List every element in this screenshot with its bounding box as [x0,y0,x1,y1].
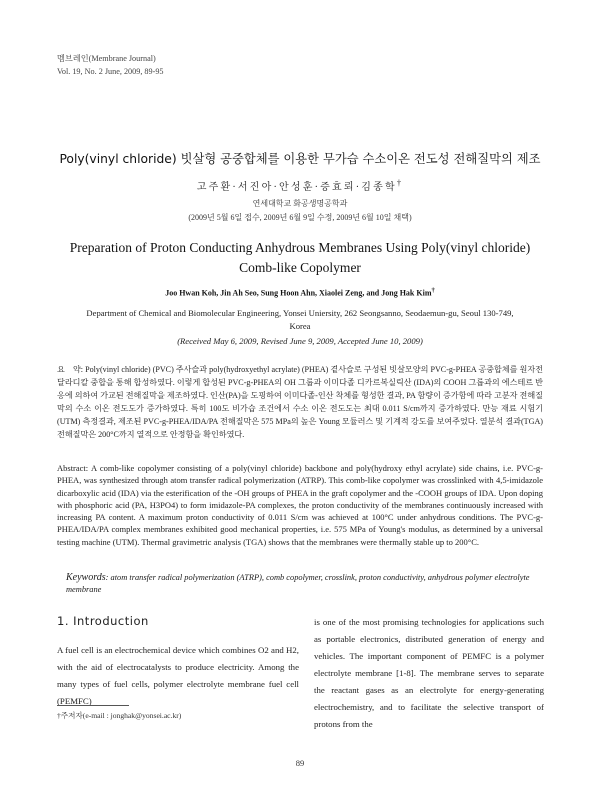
english-title-line2: Comb-like Copolymer [239,260,361,275]
english-abstract-text: A comb-like copolymer consisting of a poly(vinyl chloride) backbone and poly(hydroxy ethyl acrylate) side chains, i.e. PVC-g-PHEA, was synthesized through atom transfer radical polymerization (ATRP). This comb-like copolymer was crosslinked with 4,5-imidazole dicarboxylic acid (IDA) via the esterification of the -OH groups of PHEA in the graft copolymer and the -COOH groups of IDA. Upon doping with phosphoric acid (PA, H3PO4) to form imidazole-PA complexes, the proton conductivity of the membranes continuously increased with increasing PA content. A maximum proton conductivity of 0.011 S/cm was achieved at 100°C under anhydrous conditions. The PVC-g-PHEA/IDA/PA complex membranes exhibited good mechanical properties, i.e. 575 MPa of Young's modulus, as determined by a universal testing machine (UTM). Thermal gravimetric analysis (TGA) shows that the membranes were thermally stable up to 200°C. [57,463,543,547]
korean-abstract-label: 요 약: [57,365,84,374]
journal-header [57,52,164,78]
korean-author-names: 고주환·서진아·안성훈·증효뢰·김종학 [196,182,397,193]
page-number: 89 [295,758,305,768]
footnote: †주저자(e-mail : jonghak@yonsei.ac.kr) [57,711,182,720]
english-author-names: Joo Hwan Koh, Jin Ah Seo, Sung Hoon Ahn, Xiaolei Zeng, and Jong Hak Kim [165,288,432,298]
english-affiliation-line2: Korea [289,321,311,331]
keywords-label: Keywords [66,572,106,583]
english-title-line1: Preparation of Proton Conducting Anhydrous Membranes Using Poly(vinyl chloride) [69,240,531,255]
korean-abstract-text: Poly(vinyl chloride) (PVC) 주사슬과 poly(hydroxyethyl acrylate) (PHEA) 곁사슬로 구성된 빗살모양의 PVC-g-PHEA 공중합체를 원자전달라디칼 중합을 통해 합성하였다. 이렇게 합성된 PVC-g-PHEA의 OH 그룹과 이미다졸 디카르복실릭산 (IDA)의 COOH 그룹과의 에스테르 반응에 의하여 가교된 전해질막을 제조하였다. 인산(PA)을 도핑하여 이미다졸-인산 착체를 형성한 결과, PA 함량이 증가함에 따라 고분자 전해질막의 수소 이온 전도도가 증가하였다. 특히 100도 비가습 조건에서 수소 이온 전도도는 최대 0.011 S/cm까지 증가하였다. 만능 재료 시험기(UTM) 측정결과, 제조된 PVC-g-PHEA/IDA/PA 전해질막은 575 MPa의 높은 Young 모듈러스 및 기계적 강도를 보여주었다. 열분석 결과(TGA) 전해질막은 200°C까지 열적으로 안정함을 확인하였다. [57,365,543,439]
journal-name: 멤브레인(Membrane Journal) [57,54,156,63]
english-affiliation-line1: Department of Chemical and Biomolecular Engineering, Yonsei Uniersity, 262 Seongsanno, Seodaemun-gu, Seoul 130-749, [86,308,514,318]
section-heading: 1. Introduction [57,614,149,628]
intro-right-column: is one of the most promising technologies for applications such as portable electronics, distributed generation of energy and vehicles. The important component of PEMFC is a polymer electrolyte membrane [1-8]. The membrane serves to separate the reactant gases as an electrolyte for energy-generating electrochemistry, and to facilitate the selective transport of protons from the [314,617,544,729]
english-dates: (Received May 6, 2009, Revised June 9, 2009, Accepted June 10, 2009) [177,336,423,346]
korean-authors [40,178,560,193]
english-abstract [57,462,543,548]
footnote-divider [57,705,129,706]
intro-left-column: A fuel cell is an electrochemical device which combines O2 and H2, with the aid of electrocatalysts to produce electricity. Among the many types of fuel cells, polymer electrolyte membrane fuel cell (PEMFC) [57,645,299,706]
english-title [40,238,560,278]
keywords [66,572,544,596]
english-affiliation [40,307,560,333]
keywords-text: : atom transfer radical polymerization (ATRP), comb copolymer, crosslink, proton conductivity, anhydrous polymer electrolyte membrane [66,573,530,594]
english-authors [40,287,560,298]
journal-issue: Vol. 19, No. 2 June, 2009, 89-95 [57,67,164,76]
korean-affiliation: 연세대학교 화공생명공학과 [252,199,348,208]
english-abstract-label: Abstract: [57,463,89,473]
korean-title: Poly(vinyl chloride) 빗살형 공중합체를 이용한 무가습 수소이온 전도성 전해질막의 제조 [59,152,541,166]
korean-abstract [57,363,543,441]
english-author-mark: † [431,287,435,294]
korean-author-mark: † [396,178,404,188]
korean-dates: (2009년 5월 6일 접수, 2009년 6월 9일 수정, 2009년 6월 10일 채택) [188,213,412,222]
